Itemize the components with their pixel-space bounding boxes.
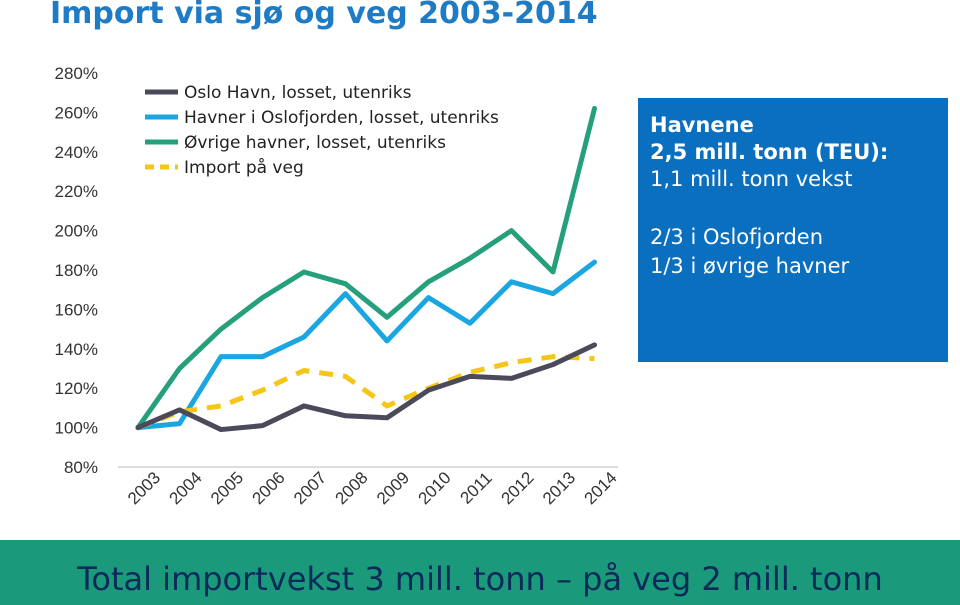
info-heading: Havnene [650,113,754,137]
x-tick-label: 2013 [539,468,580,509]
y-tick-label: 260% [54,103,98,123]
y-tick-label: 140% [54,339,98,359]
series-lines [138,108,595,429]
y-tick-label: 100% [54,418,98,438]
legend-label: Øvrige havner, losset, utenriks [184,133,446,153]
info-oslofjorden-share: 2/3 i Oslofjorden [650,225,824,249]
x-tick-label: 2006 [248,468,289,509]
x-tick-label: 2008 [331,468,372,509]
info-capacity: 2,5 mill. tonn (TEU): [650,140,889,164]
y-tick-label: 280% [54,64,98,83]
y-axis-ticks [55,64,98,477]
legend-label: Oslo Havn, losset, utenriks [184,83,412,103]
info-box [638,98,948,362]
legend-label: Import på veg [184,158,304,178]
footer-banner [0,540,960,605]
x-tick-label: 2007 [290,468,331,509]
y-tick-label: 220% [54,182,98,202]
legend-label: Havner i Oslofjorden, losset, utenriks [184,108,499,128]
x-tick-label: 2010 [414,468,455,509]
info-other-ports-share: 1/3 i øvrige havner [650,254,850,278]
y-tick-label: 180% [54,261,98,280]
info-growth: 1,1 mill. tonn vekst [650,167,853,191]
x-tick-label: 2014 [580,468,621,509]
x-tick-label: 2005 [207,468,248,509]
x-tick-label: 2009 [373,468,414,509]
chart-title: Import via sjø og veg 2003-2014 [50,0,598,31]
y-tick-label: 120% [54,379,98,399]
y-tick-label: 200% [54,221,98,241]
series-line-0 [138,345,595,430]
y-tick-label: 80% [63,458,98,477]
x-tick-label: 2004 [165,468,206,509]
x-tick-label: 2012 [497,468,538,509]
x-axis-ticks [124,468,621,508]
legend [145,83,499,178]
footer-text: Total importvekst 3 mill. tonn – på veg 2 mill. tonn [77,560,883,598]
y-tick-label: 160% [54,300,98,320]
x-tick-label: 2011 [456,468,496,508]
y-tick-label: 240% [54,142,98,162]
x-tick-label: 2003 [124,468,165,509]
